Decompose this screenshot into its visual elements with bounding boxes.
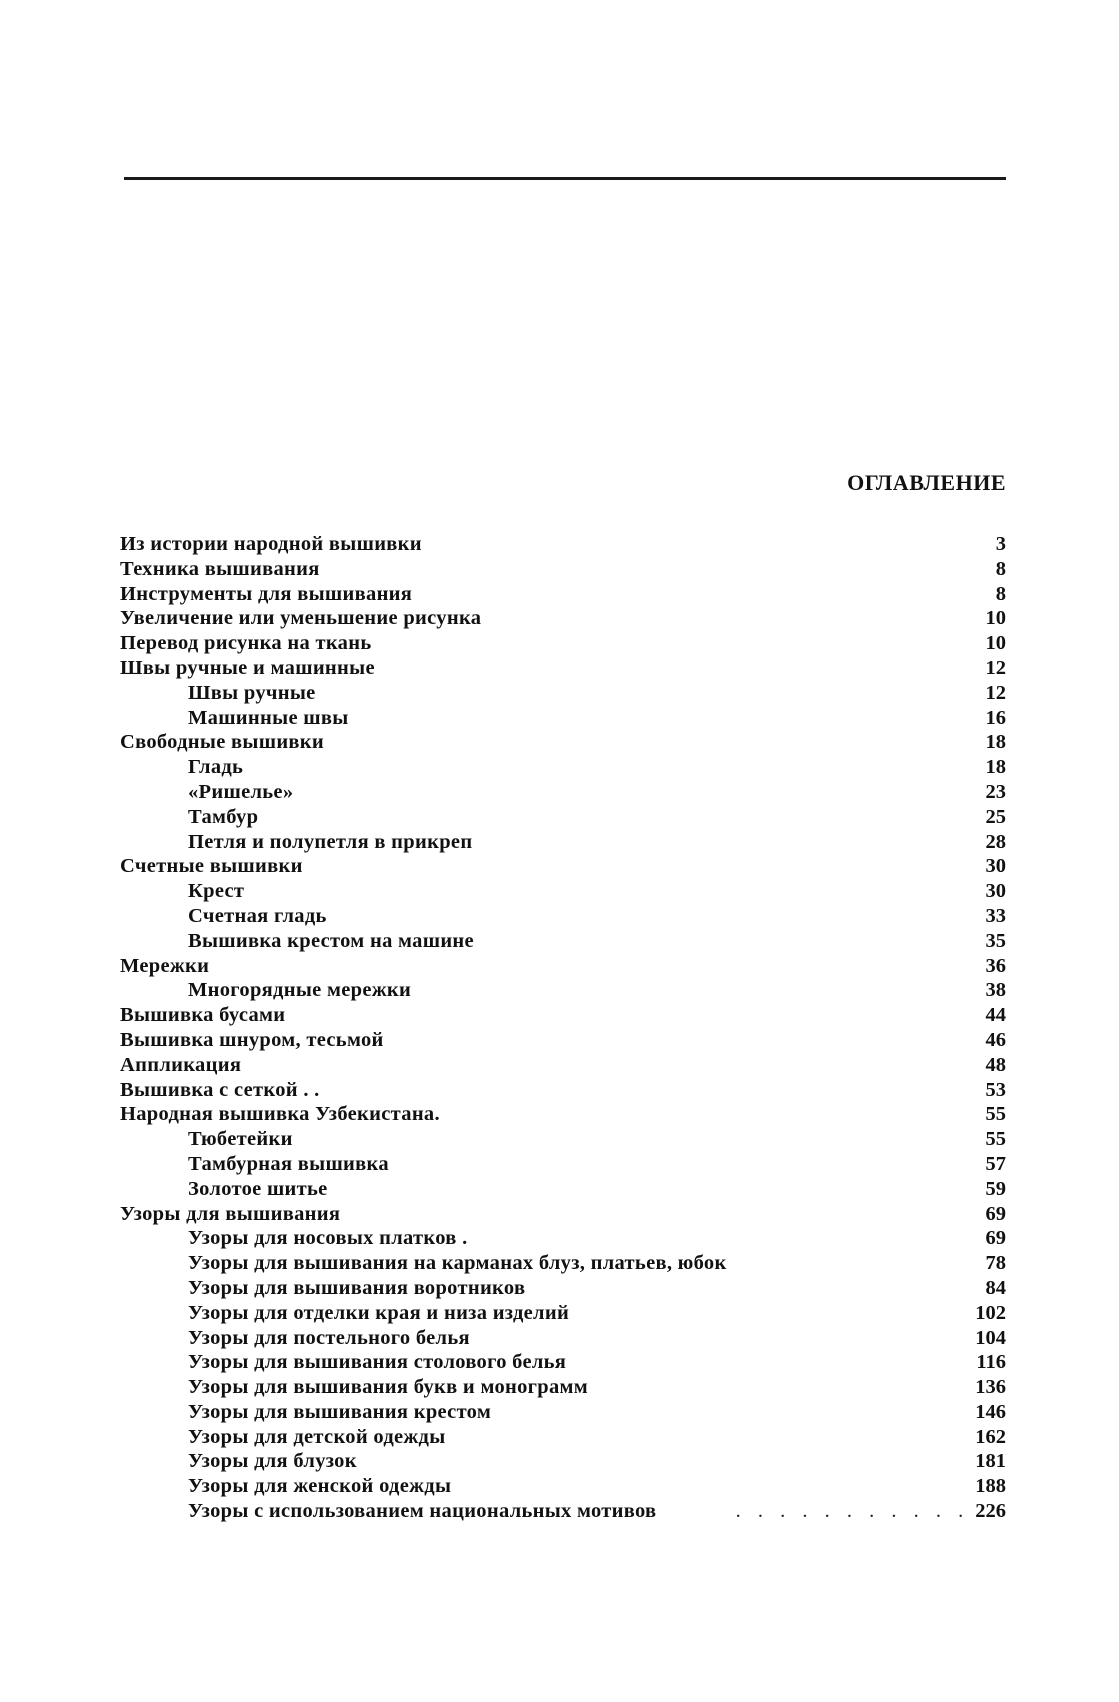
toc-entry-title: Вышивка крестом на машине <box>188 929 474 952</box>
toc-entry[interactable] <box>120 1177 1006 1202</box>
toc-entry[interactable] <box>120 1499 1006 1524</box>
toc-entry-page-number: 44 <box>985 1004 1006 1027</box>
toc-list <box>120 532 1006 1524</box>
toc-entry-page-number: 226 <box>975 1500 1006 1523</box>
toc-entry-title: Узоры с использованием национальных мотивов <box>188 1500 657 1523</box>
toc-entry[interactable] <box>120 730 1006 755</box>
toc-entry[interactable] <box>120 606 1006 631</box>
toc-entry-page-number: 78 <box>985 1252 1006 1275</box>
toc-entry-title: Тюбетейки <box>188 1128 293 1151</box>
toc-entry-page-number: 30 <box>985 880 1006 903</box>
toc-entry[interactable] <box>120 1301 1006 1326</box>
toc-entry-title: Узоры для вышивания столового белья <box>188 1351 567 1374</box>
toc-entry-page-number: 59 <box>985 1177 1006 1200</box>
toc-entry-title: Швы ручные <box>188 681 316 704</box>
toc-entry-page-number: 10 <box>985 607 1006 630</box>
toc-entry-page-number: 28 <box>985 830 1006 853</box>
toc-entry[interactable] <box>120 929 1006 954</box>
toc-entry[interactable] <box>120 1102 1006 1127</box>
toc-entry-page-number: 84 <box>985 1276 1006 1299</box>
toc-entry[interactable] <box>120 954 1006 979</box>
toc-entry-page-number: 8 <box>995 582 1006 605</box>
toc-entry-title: Увеличение или уменьшение рисунка <box>120 607 482 630</box>
toc-entry-page-number: 36 <box>985 954 1006 977</box>
toc-entry[interactable] <box>120 582 1006 607</box>
toc-entry[interactable] <box>120 904 1006 929</box>
toc-entry-title: Народная вышивка Узбекистана. <box>120 1103 440 1126</box>
toc-entry-title: Из истории народной вышивки <box>120 533 422 555</box>
toc-entry-page-number: 146 <box>975 1400 1006 1423</box>
toc-entry-page-number: 102 <box>975 1301 1006 1324</box>
toc-entry-title: Счетные вышивки <box>120 855 303 878</box>
toc-entry[interactable] <box>120 557 1006 582</box>
toc-entry[interactable] <box>120 1251 1006 1276</box>
top-rule <box>124 177 1006 180</box>
toc-entry-page-number: 38 <box>985 979 1006 1002</box>
toc-entry-title: Узоры для вышивания крестом <box>188 1400 492 1423</box>
toc-entry-page-number: 23 <box>985 780 1006 803</box>
toc-entry[interactable] <box>120 780 1006 805</box>
toc-entry-title: Золотое шитье <box>188 1177 328 1200</box>
toc-entry-page-number: 12 <box>985 681 1006 704</box>
toc-entry-title: Многорядные мережки <box>188 979 412 1002</box>
toc-entry[interactable] <box>120 1425 1006 1450</box>
toc-entry[interactable] <box>120 1326 1006 1351</box>
toc-entry[interactable] <box>120 1226 1006 1251</box>
toc-entry-title: Тамбур <box>188 805 259 828</box>
toc-entry-title: Узоры для вышивания на карманах блуз, платьев, юбок <box>188 1252 727 1275</box>
toc-entry-title: Тамбурная вышивка <box>188 1152 389 1175</box>
toc-entry[interactable] <box>120 830 1006 855</box>
toc-entry-page-number: 3 <box>995 533 1006 555</box>
toc-entry-page-number: 55 <box>985 1103 1006 1126</box>
toc-entry[interactable] <box>120 706 1006 731</box>
toc-entry-page-number: 33 <box>985 904 1006 927</box>
toc-entry-title: Узоры для отделки края и низа изделий <box>188 1301 570 1324</box>
toc-entry-page-number: 46 <box>985 1028 1006 1051</box>
toc-entry[interactable] <box>120 532 1006 557</box>
toc-entry-page-number: 69 <box>985 1202 1006 1225</box>
toc-entry-page-number: 69 <box>985 1227 1006 1250</box>
toc-entry-title: Крест <box>188 880 245 903</box>
toc-entry-page-number: 18 <box>985 731 1006 754</box>
toc-entry-title: Швы ручные и машинные <box>120 656 375 679</box>
toc-entry-page-number: 8 <box>995 557 1006 580</box>
toc-entry[interactable] <box>120 1053 1006 1078</box>
toc-entry-title: Узоры для носовых платков . <box>188 1227 468 1250</box>
toc-entry-title: Узоры для блузок <box>188 1450 357 1473</box>
toc-entry[interactable] <box>120 1350 1006 1375</box>
toc-entry-page-number: 116 <box>976 1351 1006 1374</box>
toc-entry-page-number: 104 <box>975 1326 1006 1349</box>
toc-entry-title: Узоры для постельного белья <box>188 1326 470 1349</box>
toc-entry-title: Аппликация <box>120 1053 242 1076</box>
toc-entry-page-number: 16 <box>985 706 1006 729</box>
toc-entry-page-number: 188 <box>975 1475 1006 1498</box>
toc-entry[interactable] <box>120 1003 1006 1028</box>
toc-entry-title: Узоры для вышивания воротников <box>188 1276 526 1299</box>
toc-entry-page-number: 35 <box>985 929 1006 952</box>
toc-entry[interactable] <box>120 1449 1006 1474</box>
toc-entry[interactable] <box>120 978 1006 1003</box>
toc-entry-title: Узоры для вышивания <box>120 1202 341 1225</box>
toc-entry-page-number: 55 <box>985 1128 1006 1151</box>
toc-entry-page-number: 12 <box>985 656 1006 679</box>
toc-entry-title: Вышивка бусами <box>120 1004 286 1027</box>
toc-entry-title: Узоры для женской одежды <box>188 1475 452 1498</box>
toc-entry-title: Гладь <box>188 756 244 779</box>
toc-entry[interactable] <box>120 1276 1006 1301</box>
toc-entry[interactable] <box>120 1028 1006 1053</box>
toc-entry[interactable] <box>120 1127 1006 1152</box>
toc-entry-title: Узоры для детской одежды <box>188 1425 446 1448</box>
toc-entry-page-number: 25 <box>985 805 1006 828</box>
toc-entry[interactable] <box>120 879 1006 904</box>
toc-entry-page-number: 57 <box>985 1152 1006 1175</box>
toc-title: ОГЛАВЛЕНИЕ <box>847 470 1006 495</box>
toc-entry-title: Вышивка с сеткой . . <box>120 1078 320 1101</box>
toc-entry-title: Мережки <box>120 954 210 977</box>
toc-entry-page-number: 30 <box>985 855 1006 878</box>
toc-entry[interactable] <box>120 1078 1006 1103</box>
toc-entry-title: Узоры для вышивания букв и монограмм <box>188 1376 589 1399</box>
toc-entry[interactable] <box>120 1400 1006 1425</box>
toc-entry-title: Счетная гладь <box>188 904 327 927</box>
toc-entry[interactable] <box>120 755 1006 780</box>
toc-entry-title: Петля и полупетля в прикреп <box>188 830 473 853</box>
toc-entry[interactable] <box>120 854 1006 879</box>
toc-entry-page-number: 136 <box>975 1376 1006 1399</box>
toc-entry-title: Машинные швы <box>188 706 349 729</box>
toc-entry[interactable] <box>120 656 1006 681</box>
toc-entry-page-number: 162 <box>975 1425 1006 1448</box>
toc-entry[interactable] <box>120 1152 1006 1177</box>
toc-entry-title: Техника вышивания <box>120 557 320 580</box>
toc-entry-title: Инструменты для вышивания <box>120 582 413 605</box>
toc-entry[interactable] <box>120 631 1006 656</box>
toc-entry[interactable] <box>120 1375 1006 1400</box>
toc-entry-title: Свободные вышивки <box>120 731 325 754</box>
toc-entry-page-number: 18 <box>985 756 1006 779</box>
toc-entry[interactable] <box>120 681 1006 706</box>
toc-entry-page-number: 10 <box>985 632 1006 655</box>
toc-entry-title: «Ришелье» <box>188 780 294 803</box>
toc-entry-title: Перевод рисунка на ткань <box>120 632 372 655</box>
toc-entry[interactable] <box>120 805 1006 830</box>
toc-dot-leader: . . . . . . . . . . . <box>735 1500 970 1523</box>
toc-entry-page-number: 53 <box>985 1078 1006 1101</box>
toc-entry-page-number: 181 <box>975 1450 1006 1473</box>
toc-entry[interactable] <box>120 1474 1006 1499</box>
toc-entry[interactable] <box>120 1202 1006 1227</box>
toc-entry-title: Вышивка шнуром, тесьмой <box>120 1028 384 1051</box>
toc-entry-page-number: 48 <box>985 1053 1006 1076</box>
